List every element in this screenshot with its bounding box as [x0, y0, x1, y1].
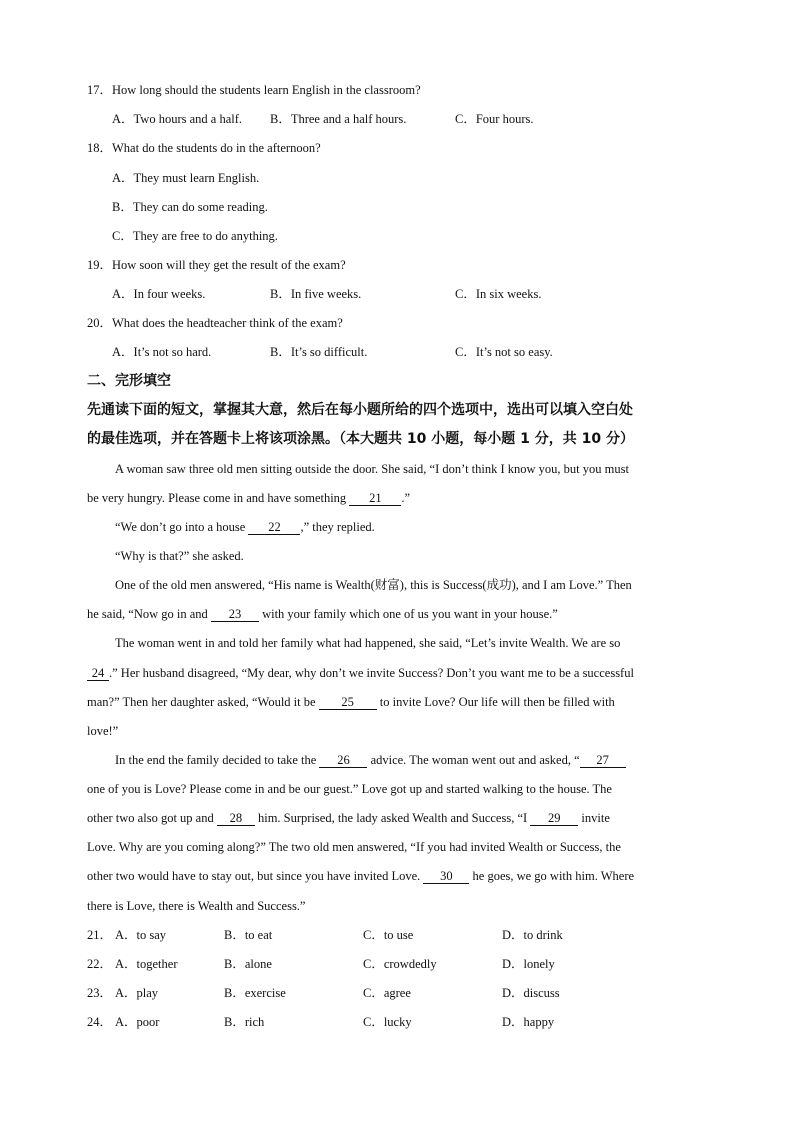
passage-line: other two would have to stay out, but since you have invited Love. 30 he goes, we go with him. Where: [87, 869, 635, 883]
blank-27[interactable]: 27: [580, 754, 626, 768]
blank-30[interactable]: 30: [423, 870, 469, 884]
passage-line: Love. Why are you coming along?” The two old men answered, “If you had invited Wealth or Success, the: [87, 840, 621, 854]
option-c: C．agree: [363, 986, 411, 1000]
passage-line: man?” Then her daughter asked, “Would it be 25 to invite Love? Our life will then be filled with: [87, 695, 615, 709]
option-a: A．together: [115, 957, 178, 971]
passage-line: there is Love, there is Wealth and Success.”: [87, 899, 306, 913]
passage-line: “Why is that?” she asked.: [115, 549, 244, 563]
question-text: 17．How long should the students learn English in the classroom?: [87, 83, 421, 97]
option-b: B．Three and a half hours.: [270, 112, 407, 126]
passage-line: “We don’t go into a house 22 ,” they replied.: [115, 520, 375, 534]
option-b: B．to eat: [224, 928, 273, 942]
passage-line: other two also got up and 28 him. Surprised, the lady asked Wealth and Success, “I 29 invite: [87, 811, 610, 825]
option-d: D．happy: [502, 1015, 555, 1029]
passage-line: be very hungry. Please come in and have something 21 .”: [87, 491, 410, 505]
option-c: C．Four hours.: [455, 112, 534, 126]
option-c: C．crowdedly: [363, 957, 437, 971]
passage-line: In the end the family decided to take the 26 advice. The woman went out and asked, “ 27: [115, 752, 626, 768]
question-text: 18．What do the students do in the afternoon?: [87, 141, 321, 155]
option-a: A．play: [115, 986, 159, 1000]
cloze-number: 21．: [87, 928, 113, 942]
passage-line: love!”: [87, 724, 119, 738]
question-text: 19．How soon will they get the result of the exam?: [87, 258, 346, 272]
option-b: B．In five weeks.: [270, 287, 362, 301]
option-b: B．They can do some reading.: [112, 200, 268, 214]
option-c: C．It’s not so easy.: [455, 345, 553, 359]
option-c: C．They are free to do anything.: [112, 229, 278, 243]
question-text: 20．What does the headteacher think of the exam?: [87, 316, 343, 330]
blank-21[interactable]: 21: [349, 492, 401, 506]
blank-28[interactable]: 28: [217, 812, 255, 826]
option-a: A．Two hours and a half.: [112, 112, 242, 126]
blank-22[interactable]: 22: [248, 521, 300, 535]
option-a: A．poor: [115, 1015, 160, 1029]
section-instruction-line2: 的最佳选项，并在答题卡上将该项涂黑。（本大题共 10 小题，每小题 1 分，共 10 分）: [87, 431, 634, 447]
blank-23[interactable]: 23: [211, 608, 259, 622]
option-b: B．rich: [224, 1015, 265, 1029]
option-d: D．discuss: [502, 986, 560, 1000]
blank-25[interactable]: 25: [319, 696, 377, 710]
option-a: A．In four weeks.: [112, 287, 206, 301]
passage-line: The woman went in and told her family what had happened, she said, “Let’s invite Wealth. We are so: [115, 636, 621, 650]
cloze-number: 24．: [87, 1015, 113, 1029]
option-d: D．lonely: [502, 957, 555, 971]
cloze-number: 23．: [87, 986, 113, 1000]
passage-line: 24 .” Her husband disagreed, “My dear, why don’t we invite Success? Don’t you want me to be a successful: [87, 665, 634, 681]
option-a: A．They must learn English.: [112, 171, 260, 185]
blank-29[interactable]: 29: [530, 812, 578, 826]
option-b: B．exercise: [224, 986, 286, 1000]
option-b: B．It’s so difficult.: [270, 345, 368, 359]
section-instruction-line1: 先通读下面的短文，掌握其大意，然后在每小题所给的四个选项中，选出可以填入空白处: [87, 402, 633, 418]
passage-line: A woman saw three old men sitting outside the door. She said, “I don’t think I know you, but you must: [115, 462, 629, 476]
passage-line: he said, “Now go in and 23 with your family which one of us you want in your house.”: [87, 607, 558, 621]
option-c: C．lucky: [363, 1015, 412, 1029]
cloze-number: 22．: [87, 957, 113, 971]
option-a: A．to say: [115, 928, 167, 942]
passage-line: one of you is Love? Please come in and be our guest.” Love got up and started walking to the house. The: [87, 782, 612, 796]
option-c: C．to use: [363, 928, 414, 942]
blank-26[interactable]: 26: [319, 754, 367, 768]
option-c: C．In six weeks.: [455, 287, 542, 301]
blank-24[interactable]: 24: [87, 667, 109, 681]
option-a: A．It’s not so hard.: [112, 345, 212, 359]
section-title: 二、完形填空: [87, 373, 171, 389]
passage-line: One of the old men answered, “His name is Wealth(财富), this is Success(成功), and I am Love.” Then: [115, 578, 632, 592]
option-d: D．to drink: [502, 928, 563, 942]
option-b: B．alone: [224, 957, 272, 971]
